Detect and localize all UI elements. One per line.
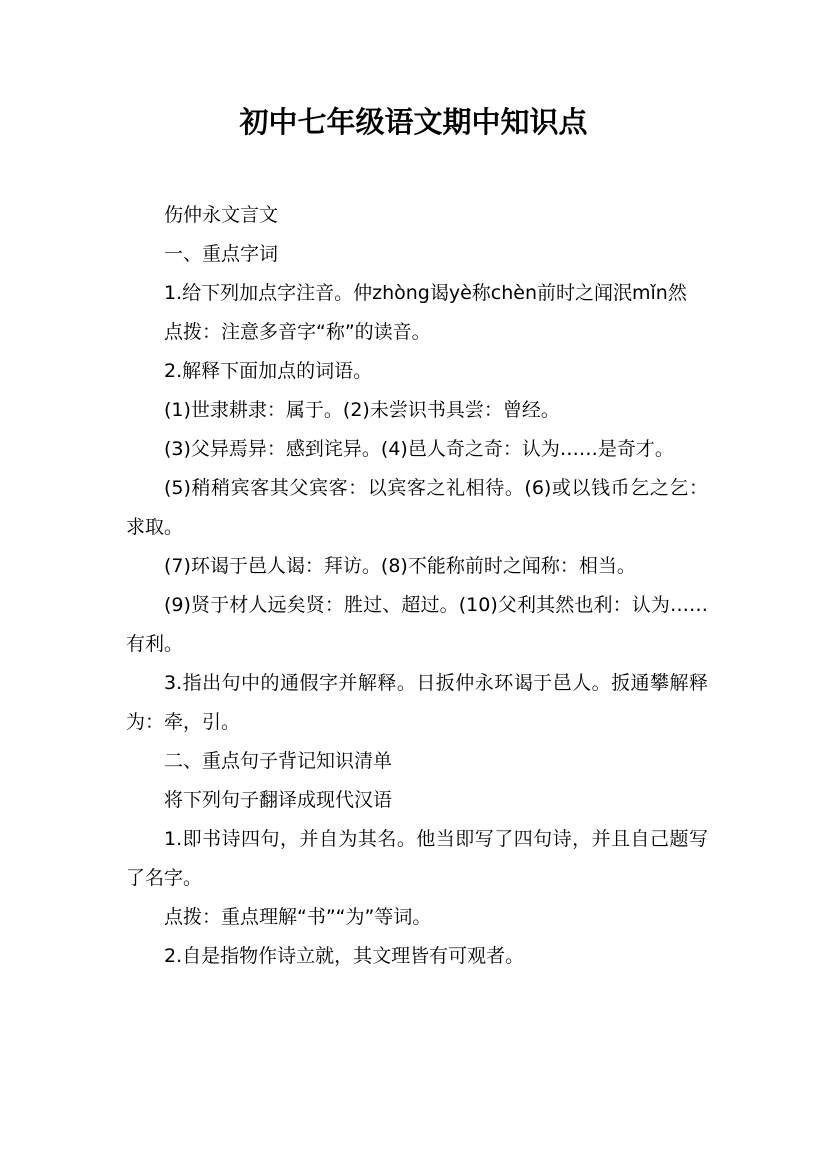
paragraph-section-heading: 一、重点字词 bbox=[164, 243, 279, 265]
document-body bbox=[126, 196, 708, 976]
paragraph-question: 1.即书诗四句，并自为其名。他当即写了四句诗，并且自己题写了名字。 bbox=[126, 828, 708, 889]
paragraph-instruction: 将下列句子翻译成现代汉语 bbox=[164, 789, 393, 811]
paragraph-lesson-title: 伤仲永文言文 bbox=[164, 204, 279, 226]
paragraph-tip: 点拨：注意多音字“称”的读音。 bbox=[164, 321, 431, 343]
paragraph-question: 1.给下列加点字注音。仲zhòng谒yè称chèn前时之闻泯mǐn然 bbox=[164, 282, 687, 304]
document-title: 初中七年级语文期中知识点 bbox=[239, 105, 588, 139]
paragraph-answer: (5)稍稍宾客其父宾客：以宾客之礼相待。(6)或以钱币乞之乞：求取。 bbox=[126, 477, 708, 538]
paragraph-answer: (3)父异焉异：感到诧异。(4)邑人奇之奇：认为……是奇才。 bbox=[164, 438, 674, 460]
paragraph-question: 2.自是指物作诗立就，其文理皆有可观者。 bbox=[164, 945, 525, 967]
paragraph-answer: (1)世隶耕隶：属于。(2)未尝识书具尝：曾经。 bbox=[164, 399, 560, 421]
paragraph-question: 3.指出句中的通假字并解释。日扳仲永环谒于邑人。扳通攀解释为：牵，引。 bbox=[126, 672, 708, 733]
paragraph-section-heading: 二、重点句子背记知识清单 bbox=[164, 750, 393, 772]
paragraph-answer: (7)环谒于邑人谒：拜访。(8)不能称前时之闻称：相当。 bbox=[164, 555, 636, 577]
paragraph-tip: 点拨：重点理解“书”“为”等词。 bbox=[164, 906, 432, 928]
paragraph-question: 2.解释下面加点的词语。 bbox=[164, 360, 373, 382]
paragraph-answer: (9)贤于材人远矣贤：胜过、超过。(10)父利其然也利：认为……有利。 bbox=[126, 594, 708, 655]
